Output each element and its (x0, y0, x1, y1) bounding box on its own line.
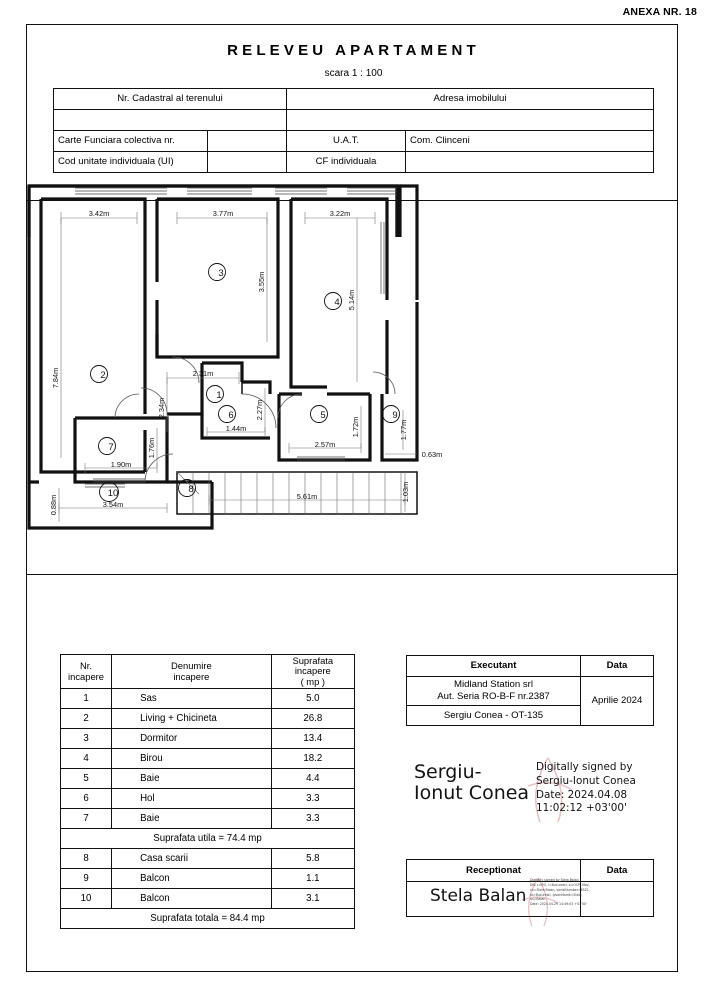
dimension-label: 1.90m (110, 460, 132, 469)
room-nr: 1 (61, 689, 112, 709)
cadastral-number-value[interactable] (54, 110, 287, 131)
table-row (54, 152, 654, 173)
company-name: Midland Station srl (454, 679, 533, 690)
room-nr: 5 (61, 769, 112, 789)
digital-signature-conea (414, 760, 664, 822)
dimension-label: 1.44m (225, 424, 247, 433)
room-name: Living + Chicineta (112, 709, 272, 729)
room-nr: 4 (61, 749, 112, 769)
svg-text:10: 10 (107, 488, 119, 499)
table-row (54, 89, 654, 110)
table-row (407, 677, 654, 706)
signature-metadata (536, 761, 666, 816)
table-row (61, 909, 355, 929)
signature-meta-line2: Sergiu-Ionut Conea (536, 774, 636, 787)
room-name: Hol (112, 789, 272, 809)
signature-metadata (530, 878, 658, 907)
receptionat-data-header: Data (581, 860, 654, 882)
rooms-table (60, 654, 355, 929)
company-authorization: Aut. Seria RO-B-F nr.2387 (437, 690, 550, 702)
anexa-label: ANEXA NR. 18 (622, 6, 697, 18)
table-row (61, 729, 355, 749)
scale-label: scara 1 : 100 (324, 68, 383, 79)
col-header-denumire (112, 655, 272, 689)
room-name: Dormitor (112, 729, 272, 749)
cf-individuala-label: CF individuala (287, 152, 406, 173)
room-nr: 2 (61, 709, 112, 729)
cf-individuala-value[interactable] (406, 152, 654, 173)
dimension-label: 3.54m (102, 500, 124, 509)
signature-meta-line3: Date: 2024.04.08 (536, 788, 628, 801)
signature-micro-line4: st=Bucuresti, givenName=Stela, (530, 892, 583, 897)
receptionat-header: Receptionat (407, 860, 581, 882)
carte-funciara-value[interactable] (208, 131, 287, 152)
signature-meta-line1: Digitally signed by (536, 761, 633, 773)
svg-text:1: 1 (216, 390, 222, 401)
signature-name-line1: Sergiu- (414, 761, 482, 783)
table-row (61, 889, 355, 909)
signature-micro-line3: cn=Stela Balan, serialNumber=8521, (530, 887, 590, 892)
room-name: Casa scarii (112, 849, 272, 869)
dimension-label: 2.31m (192, 369, 214, 378)
dimension-label: 1.76m (147, 437, 156, 459)
executant-date: Aprilie 2024 (581, 677, 654, 726)
room-area: 1.1 (271, 869, 354, 889)
dimension-label: 5.14m (347, 289, 356, 311)
page-title: RELEVEU APARTAMENT (227, 42, 480, 59)
dimension-label: 0.63m (421, 450, 443, 459)
room-nr: 6 (61, 789, 112, 809)
table-row (61, 789, 355, 809)
svg-text:8: 8 (188, 484, 194, 495)
col-header-nr (61, 655, 112, 689)
signature-meta-line4: 11:02:12 +03'00' (536, 802, 627, 815)
dimension-label: 0.88m (49, 494, 58, 516)
svg-text:4: 4 (334, 297, 340, 308)
dimension-label: 2.57m (314, 440, 336, 449)
executant-person: Sergiu Conea - OT-135 (407, 705, 581, 725)
table-header-row (407, 656, 654, 677)
room-area: 26.8 (271, 709, 354, 729)
signature-micro-line5: sn=Balan (530, 897, 546, 902)
dimension-label: 3.22m (329, 209, 351, 218)
room-nr: 3 (61, 729, 112, 749)
svg-text:5: 5 (320, 410, 326, 421)
executant-table (406, 655, 654, 726)
table-row (61, 749, 355, 769)
col-header-den-line1: Denumire (171, 660, 212, 672)
signature-micro-line2: DN: c=RO, l=Bucuresti, o=OCPI Ilfov, (530, 882, 590, 887)
table-row (61, 829, 355, 849)
room-area: 5.0 (271, 689, 354, 709)
dimension-label: 2.34m (157, 397, 166, 419)
dimension-label: 3.42m (88, 209, 110, 218)
cadastral-number-header: Nr. Cadastral al terenului (54, 89, 287, 110)
address-header: Adresa imobilului (287, 89, 654, 110)
digital-signature-balan (430, 878, 660, 926)
room-area: 3.1 (271, 889, 354, 909)
col-header-sup-line2: ( mp ) (300, 675, 326, 687)
col-header-nr-line2: incapere (68, 670, 105, 682)
dimension-label: 5.61m (296, 492, 318, 501)
carte-funciara-label: Carte Funciara colectiva nr. (54, 131, 208, 152)
table-row (61, 689, 355, 709)
room-name: Sas (112, 689, 272, 709)
cod-ui-value[interactable] (208, 152, 287, 173)
table-row (61, 849, 355, 869)
room-area: 3.3 (271, 789, 354, 809)
floor-plan-drawing (27, 182, 625, 572)
col-header-suprafata (271, 655, 354, 689)
dimension-label: 1.03m (401, 481, 410, 503)
table-row (54, 110, 654, 131)
executant-company (407, 677, 581, 706)
room-area: 3.3 (271, 809, 354, 829)
svg-text:3: 3 (218, 268, 224, 279)
total-suprafata: Suprafata totala = 84.4 mp (61, 909, 355, 929)
room-name: Birou (112, 749, 272, 769)
room-name: Baie (112, 809, 272, 829)
uat-value: Com. Clinceni (406, 131, 654, 152)
svg-text:6: 6 (228, 410, 234, 421)
room-name: Baie (112, 769, 272, 789)
room-name: Balcon (112, 889, 272, 909)
room-nr: 8 (61, 849, 112, 869)
dimension-label: 1.77m (399, 419, 408, 441)
room-nr: 7 (61, 809, 112, 829)
uat-label: U.A.T. (287, 131, 406, 152)
room-area: 5.8 (271, 849, 354, 869)
room-area: 18.2 (271, 749, 354, 769)
signature-micro-line1: Digitally signed by Stela Balan (530, 878, 579, 882)
signature-name-line2: Ionut Conea (414, 782, 530, 805)
col-header-den-line2: incapere (173, 670, 210, 682)
dimension-label: 3.77m (212, 209, 234, 218)
svg-text:7: 7 (108, 442, 114, 453)
executant-header: Executant (407, 656, 581, 677)
col-header-sup-line1: Suprafata incapere (292, 655, 334, 677)
room-nr: 10 (61, 889, 112, 909)
dimension-label: 2.27m (255, 399, 264, 421)
cadastral-header-table (53, 88, 654, 173)
col-header-nr-line1: Nr. (80, 660, 93, 672)
cod-ui-label: Cod unitate individuala (UI) (54, 152, 208, 173)
executant-data-header: Data (581, 656, 654, 677)
table-header-row (61, 655, 355, 689)
table-row (61, 809, 355, 829)
table-row (61, 709, 355, 729)
signature-micro-line6: Date: 2024.04.29 14:49:03 +03'00' (530, 902, 587, 907)
signature-name: Stela Balan (430, 886, 527, 906)
room-nr: 9 (61, 869, 112, 889)
room-area: 4.4 (271, 769, 354, 789)
svg-text:2: 2 (100, 370, 106, 381)
svg-text:9: 9 (392, 410, 398, 421)
table-row (54, 131, 654, 152)
dimension-label: 1.72m (351, 416, 360, 438)
dimension-label: 3.55m (257, 271, 266, 293)
table-row (61, 769, 355, 789)
room-area: 13.4 (271, 729, 354, 749)
room-name: Balcon (112, 869, 272, 889)
subtotal-utila: Suprafata utila = 74.4 mp (61, 829, 355, 849)
table-row (61, 869, 355, 889)
dimension-label: 7.84m (51, 367, 60, 389)
address-value[interactable] (287, 110, 654, 131)
plan-divider (26, 574, 678, 575)
